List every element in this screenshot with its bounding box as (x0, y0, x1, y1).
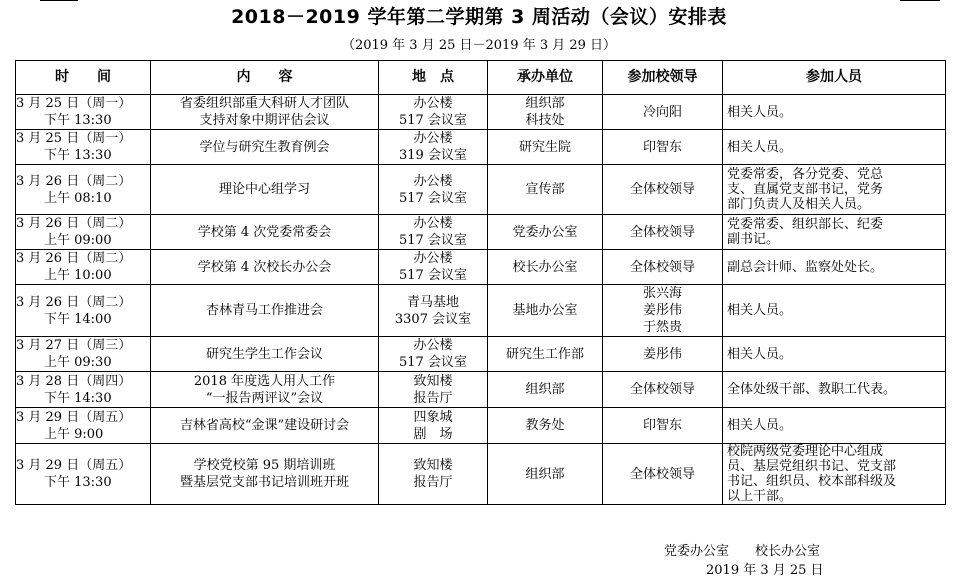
host-cell-line: 研究生工作部 (505, 346, 584, 362)
table-row (16, 130, 946, 165)
place-cell (379, 372, 488, 408)
attendees-cell (723, 285, 946, 337)
host-cell (488, 444, 603, 505)
time-cell-line: 上午 08:10 (44, 190, 112, 206)
time-cell-line: 3 月 29 日（周五） (16, 409, 132, 425)
place-cell-line: 报告厅 (413, 390, 453, 406)
attendees-cell-line: 全体处级干部、教职工代表。 (727, 382, 897, 397)
leaders-cell-line: 张兴海 (642, 286, 682, 301)
leaders-cell-line: 全体校领导 (629, 466, 695, 482)
leaders-cell (603, 285, 723, 337)
place-cell-line: 517 会议室 (399, 113, 467, 128)
place-cell (379, 285, 488, 337)
host-cell-line: 组织部 (525, 96, 565, 111)
place-cell-line: 致知楼 (413, 458, 453, 473)
place-cell-line: 319 会议室 (399, 148, 467, 163)
place-cell-line: 报告厅 (413, 475, 453, 490)
time-cell-line: 3 月 26 日（周二） (16, 216, 132, 231)
leaders-cell-line: 全体校领导 (629, 382, 695, 397)
attendees-cell (723, 408, 946, 444)
host-cell-line: 基地办公室 (512, 303, 578, 318)
content-cell (151, 95, 379, 130)
leaders-cell (603, 372, 723, 408)
attendees-cell (723, 444, 946, 505)
host-cell (488, 285, 603, 337)
leaders-cell-line: 于然贵 (642, 320, 682, 335)
host-cell-line: 校长办公室 (512, 259, 578, 275)
leaders-cell-line: 姜彤伟 (642, 346, 682, 362)
time-cell (16, 285, 151, 337)
host-cell-line: 组织部 (525, 466, 565, 482)
time-cell (16, 337, 151, 372)
leaders-cell (603, 444, 723, 505)
place-cell-line: 办公楼 (413, 131, 453, 146)
time-cell-line: 下午 14:00 (44, 311, 112, 327)
table-header-row (16, 61, 946, 95)
content-cell-line: 研究生学生工作会议 (205, 346, 323, 362)
content-cell-line: 学位与研究生教育例会 (199, 139, 330, 155)
place-cell (379, 408, 488, 444)
time-cell-line: 3 月 26 日（周二） (16, 173, 132, 189)
host-cell-line: 研究生院 (518, 139, 571, 155)
leaders-cell (603, 215, 723, 250)
time-cell-line: 3 月 28 日（周四） (16, 373, 132, 389)
place-cell-line: 四象城 (413, 409, 453, 425)
date-range-subtitle: （2019 年 3 月 25 日－2019 年 3 月 29 日） (341, 38, 617, 53)
place-cell-line: 3307 会议室 (394, 311, 472, 327)
attendees-cell-line: 相关人员。 (727, 418, 793, 433)
table-row (16, 285, 946, 337)
time-cell-line: 上午 09:00 (44, 233, 112, 248)
place-cell-line: 办公楼 (413, 338, 453, 353)
content-cell (151, 337, 379, 372)
host-cell (488, 337, 603, 372)
table-row (16, 408, 946, 444)
attendees-cell-line: 党委常委，各分党委、党总 (727, 167, 884, 182)
content-cell-line: 2018 年度选人用人工作 (193, 373, 336, 389)
footer-organizations: 党委办公室 校长办公室 (664, 544, 821, 559)
place-cell-line: 517 会议室 (399, 268, 467, 283)
attendees-cell-line: 党委常委、组织部长、纪委 (727, 217, 884, 232)
place-cell-line: 致知楼 (413, 373, 453, 389)
time-cell-line: 下午 14:30 (44, 390, 112, 406)
time-cell-line: 3 月 26 日（周二） (16, 251, 132, 266)
content-cell (151, 250, 379, 285)
host-cell-line: 组织部 (525, 382, 565, 397)
host-cell-line: 党委办公室 (512, 224, 578, 240)
attendees-cell-line: 以上干部。 (727, 489, 793, 504)
content-cell-line: 支持对象中期评估会议 (199, 113, 330, 128)
leaders-cell-line: 印智东 (642, 418, 682, 433)
place-cell-line: 青马基地 (406, 294, 459, 310)
host-cell (488, 408, 603, 444)
leaders-cell (603, 250, 723, 285)
leaders-cell (603, 165, 723, 215)
time-cell-line: 上午 9:00 (44, 426, 104, 442)
header-attendees: 参加人员 (723, 61, 946, 95)
time-cell-line: 3 月 27 日（周三） (16, 338, 132, 353)
time-cell (16, 408, 151, 444)
table-row (16, 95, 946, 130)
leaders-cell (603, 408, 723, 444)
leaders-cell-line: 冷向阳 (642, 104, 682, 120)
host-cell (488, 372, 603, 408)
place-cell-line: 办公楼 (413, 251, 453, 266)
attendees-cell-line: 相关人员。 (727, 139, 793, 155)
table-row (16, 337, 946, 372)
leaders-cell (603, 337, 723, 372)
content-cell-line: “一报告两评议”会议 (205, 390, 324, 406)
table-row (16, 215, 946, 250)
host-cell (488, 95, 603, 130)
attendees-cell-line: 校院两级党委理论中心组成 (727, 444, 884, 459)
place-cell-line: 517 会议室 (399, 233, 467, 248)
attendees-cell (723, 337, 946, 372)
content-cell (151, 372, 379, 408)
place-cell-line: 517 会议室 (399, 355, 467, 370)
attendees-cell-line: 副书记。 (727, 232, 780, 247)
host-cell-line: 教务处 (525, 418, 565, 433)
host-cell (488, 165, 603, 215)
host-cell-line: 科技处 (525, 113, 565, 128)
attendees-cell-line: 员、基层党组织书记、党支部 (727, 459, 897, 474)
attendees-cell (723, 250, 946, 285)
header-place: 地 点 (379, 61, 488, 95)
host-cell (488, 215, 603, 250)
attendees-cell-line: 相关人员。 (727, 104, 793, 120)
time-cell (16, 444, 151, 505)
content-cell (151, 165, 379, 215)
time-cell (16, 165, 151, 215)
footer-date: 2019 年 3 月 25 日 (706, 563, 824, 578)
time-cell (16, 95, 151, 130)
time-cell-line: 上午 09:30 (44, 355, 112, 370)
attendees-cell-line: 相关人员。 (727, 346, 793, 362)
time-cell-line: 上午 10:00 (44, 268, 112, 283)
table-row (16, 250, 946, 285)
place-cell-line: 517 会议室 (399, 190, 467, 206)
attendees-cell-line: 书记、组织员、校本部科级及 (727, 474, 897, 489)
content-cell-line: 学校第 4 次党委常委会 (197, 224, 332, 240)
leaders-cell-line: 全体校领导 (629, 224, 695, 240)
content-cell (151, 285, 379, 337)
content-cell-line: 理论中心组学习 (218, 182, 310, 197)
attendees-cell (723, 372, 946, 408)
time-cell-line: 3 月 26 日（周二） (16, 294, 132, 310)
leaders-cell (603, 130, 723, 165)
place-cell (379, 215, 488, 250)
place-cell (379, 165, 488, 215)
attendees-cell (723, 165, 946, 215)
content-cell (151, 130, 379, 165)
time-cell-line: 下午 13:30 (44, 148, 112, 163)
place-cell-line: 剧 场 (413, 426, 453, 442)
place-cell (379, 337, 488, 372)
time-cell-line: 3 月 25 日（周一） (16, 96, 132, 111)
table-row (16, 444, 946, 505)
host-cell-line: 宣传部 (525, 182, 565, 197)
leaders-cell (603, 95, 723, 130)
attendees-cell-line: 部门负责人及相关人员。 (727, 197, 871, 212)
place-cell (379, 95, 488, 130)
table-row (16, 372, 946, 408)
content-cell (151, 215, 379, 250)
time-cell-line: 下午 13:30 (44, 475, 112, 490)
content-cell (151, 408, 379, 444)
content-cell-line: 杏林青马工作推进会 (205, 303, 323, 318)
header-host: 承办单位 (488, 61, 603, 95)
time-cell (16, 372, 151, 408)
place-cell (379, 444, 488, 505)
time-cell (16, 250, 151, 285)
content-cell-line: 省委组织部重大科研人才团队 (179, 96, 349, 111)
place-cell (379, 250, 488, 285)
top-left-rule (40, 0, 78, 1)
content-cell-line: 学校党校第 95 期培训班 (193, 458, 336, 473)
time-cell (16, 130, 151, 165)
page-title: 2018－2019 学年第二学期第 3 周活动（会议）安排表 (231, 6, 727, 28)
time-cell (16, 215, 151, 250)
leaders-cell-line: 全体校领导 (629, 259, 695, 275)
header-leaders: 参加校领导 (603, 61, 723, 95)
attendees-cell (723, 95, 946, 130)
content-cell-line: 学校第 4 次校长办公会 (197, 259, 332, 275)
header-content: 内 容 (151, 61, 379, 95)
place-cell-line: 办公楼 (413, 216, 453, 231)
schedule-body (16, 95, 946, 505)
top-right-rule (900, 0, 940, 1)
attendees-cell-line: 副总会计师、监察处处长。 (727, 259, 884, 275)
place-cell-line: 办公楼 (413, 173, 453, 189)
attendees-cell (723, 215, 946, 250)
time-cell-line: 3 月 29 日（周五） (16, 458, 132, 473)
table-row (16, 165, 946, 215)
time-cell-line: 3 月 25 日（周一） (16, 131, 132, 146)
schedule-table (15, 60, 946, 505)
header-time: 时 间 (16, 61, 151, 95)
leaders-cell-line: 印智东 (642, 139, 682, 155)
content-cell (151, 444, 379, 505)
host-cell (488, 130, 603, 165)
leaders-cell-line: 姜彤伟 (642, 303, 682, 318)
attendees-cell-line: 支、直属党支部书记，党务 (727, 182, 884, 197)
place-cell-line: 办公楼 (413, 96, 453, 111)
attendees-cell-line: 相关人员。 (727, 303, 793, 318)
host-cell (488, 250, 603, 285)
content-cell-line: 吉林省高校“金课”建设研讨会 (179, 418, 350, 433)
time-cell-line: 下午 13:30 (44, 113, 112, 128)
content-cell-line: 暨基层党支部书记培训班开班 (179, 475, 349, 490)
attendees-cell (723, 130, 946, 165)
leaders-cell-line: 全体校领导 (629, 182, 695, 197)
place-cell (379, 130, 488, 165)
